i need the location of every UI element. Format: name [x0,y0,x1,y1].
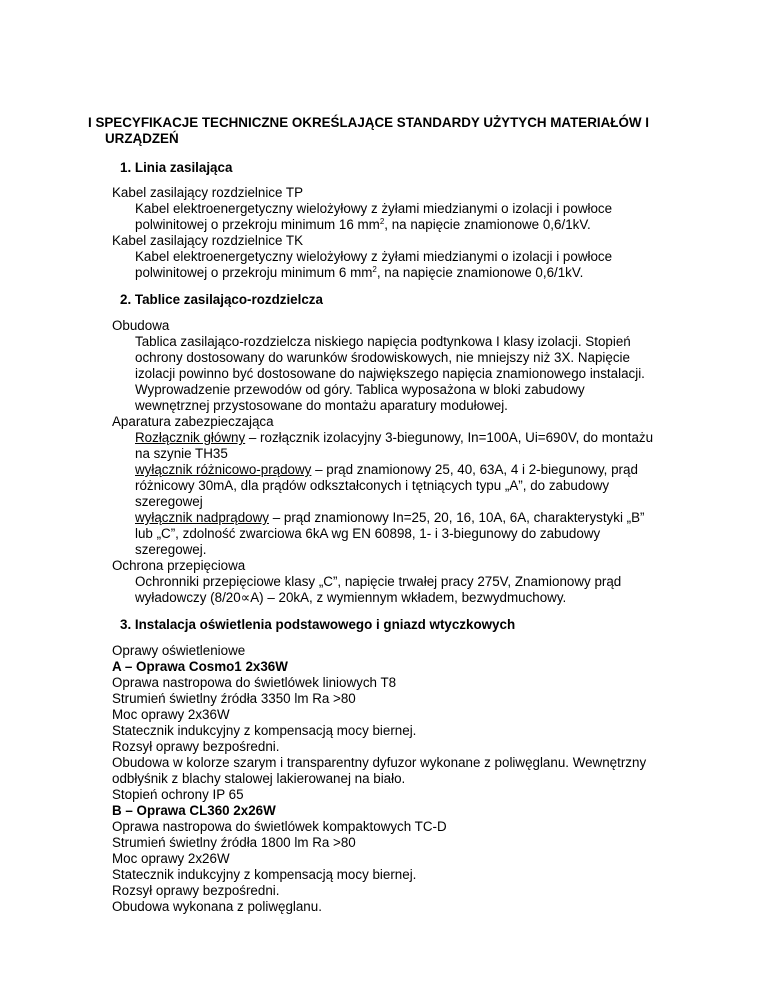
fixture-a-line: Obudowa w kolorze szarym i transparentny dyfuzor wykonane z poliwęglanu. Wewnętrzny [112,755,647,770]
fixture-a-line: odbłyśnik z blachy stalowej lakierowanej na biało. [112,771,406,786]
fixture-a-line: Strumień świetlny źródła 3350 lm Ra >80 [112,691,356,706]
obudowa-line: Tablica zasilająco-rozdzielcza niskiego napięcia podtynkowa I klasy izolacji. Stopień [135,334,631,349]
ochrona-label: Ochrona przepięciowa [112,558,246,573]
fixture-a-line: Oprawa nastropowa do świetlówek liniowych T8 [112,675,397,690]
tp-line-2: polwinitowej o przekroju minimum 16 $mm^2$, na napięcie znamionowe 0,6/1kV. [135,217,591,232]
aparatura-line: szeregowej [135,494,203,509]
tk-label: Kabel zasilający rozdzielnice TK [112,233,304,248]
aparatura-item-1: Rozłącznik główny – rozłącznik izolacyjny 3-biegunowy, In=100A, Ui=690V, do montażu [135,430,654,445]
tk-line: Kabel elektroenergetyczny wielożyłowy z żyłami miedzianymi o izolacji i powłoce [135,249,613,264]
obudowa-line: ochrony dostosowany do warunków środowiskowych, nie mniejszy niż 3X. Napięcie [135,350,630,365]
obudowa-label: Obudowa [112,318,170,333]
aparatura-line: lub „C”, zdolność zwarciowa 6kA wg EN 60898, 1- i 3-biegunowy do zabudowy [135,526,601,541]
fixture-b-line: Oprawa nastropowa do świetlówek kompaktowych TC-D [112,819,447,834]
section-heading-cont: URZĄDZEŃ [105,131,179,146]
fixture-a-line: Stopień ochrony IP 65 [112,787,244,802]
fixture-a-line: Rozsył oprawy bezpośredni. [112,739,280,754]
aparatura-line: szeregowej. [135,542,207,557]
tk-line-2: polwinitowej o przekroju minimum 6 $mm^2$, na napięcie znamionowe 0,6/1kV. [135,265,584,280]
fixture-b-line: Statecznik indukcyjny z kompensacją mocy biernej. [112,867,417,882]
fixture-a-line: Moc oprawy 2x36W [112,707,230,722]
fixture-b-title: B – Oprawa CL360 2x26W [112,803,276,818]
aparatura-item-3: wyłącznik nadprądowy – prąd znamionowy In=25, 20, 16, 10A, 6A, charakterystyki „B” [135,510,645,525]
fixture-a-line: Statecznik indukcyjny z kompensacją mocy biernej. [112,723,417,738]
obudowa-line: izolacji powinno być dostosowane do największego napięcia znamionowego instalacji. [135,366,645,381]
subsection-2-title: 2. Tablice zasilająco-rozdzielcza [120,292,323,307]
obudowa-line: Wyprowadzenie przewodów od góry. Tablica wyposażona w bloki zabudowy [135,382,585,397]
tp-line: Kabel elektroenergetyczny wielożyłowy z żyłami miedzianymi o izolacji i powłoce [135,201,613,216]
section-heading: I SPECYFIKACJE TECHNICZNE OKREŚLAJĄCE STANDARDY UŻYTYCH MATERIAŁÓW I [88,115,649,130]
aparatura-line: różnicowy 30mA, dla prądów odkształconych i tętniących typu „A”, do zabudowy [135,478,610,493]
aparatura-line: na szynie TH35 [135,446,228,461]
subsection-1-title: 1. Linia zasilająca [120,160,233,175]
aparatura-item-2: wyłącznik różnicowo-prądowy – prąd znamionowy 25, 40, 63A, 4 i 2-biegunowy, prąd [135,462,638,477]
ochrona-line: Ochronniki przepięciowe klasy „C”, napięcie trwałej pracy 275V, Znamionowy prąd [135,574,622,589]
fixture-b-line: Rozsył oprawy bezpośredni. [112,883,280,898]
fixture-b-line: Strumień świetlny źródła 1800 lm Ra >80 [112,835,356,850]
fixture-b-line: Obudowa wykonana z poliwęglanu. [112,899,322,914]
oprawy-label: Oprawy oświetleniowe [112,643,246,658]
aparatura-label: Aparatura zabezpieczająca [112,414,274,429]
ochrona-line: wyładowczy (8/20∝A) – 20kA, z wymiennym wkładem, bezwydmuchowy. [135,590,567,605]
tp-label: Kabel zasilający rozdzielnice TP [112,185,304,200]
fixture-a-title: A – Oprawa Cosmo1 2x36W [112,659,288,674]
fixture-b-line: Moc oprawy 2x26W [112,851,230,866]
subsection-3-title: 3. Instalacja oświetlenia podstawowego i gniazd wtyczkowych [120,617,516,632]
obudowa-line: wewnętrznej przystosowane do montażu aparatury modułowej. [135,398,508,413]
